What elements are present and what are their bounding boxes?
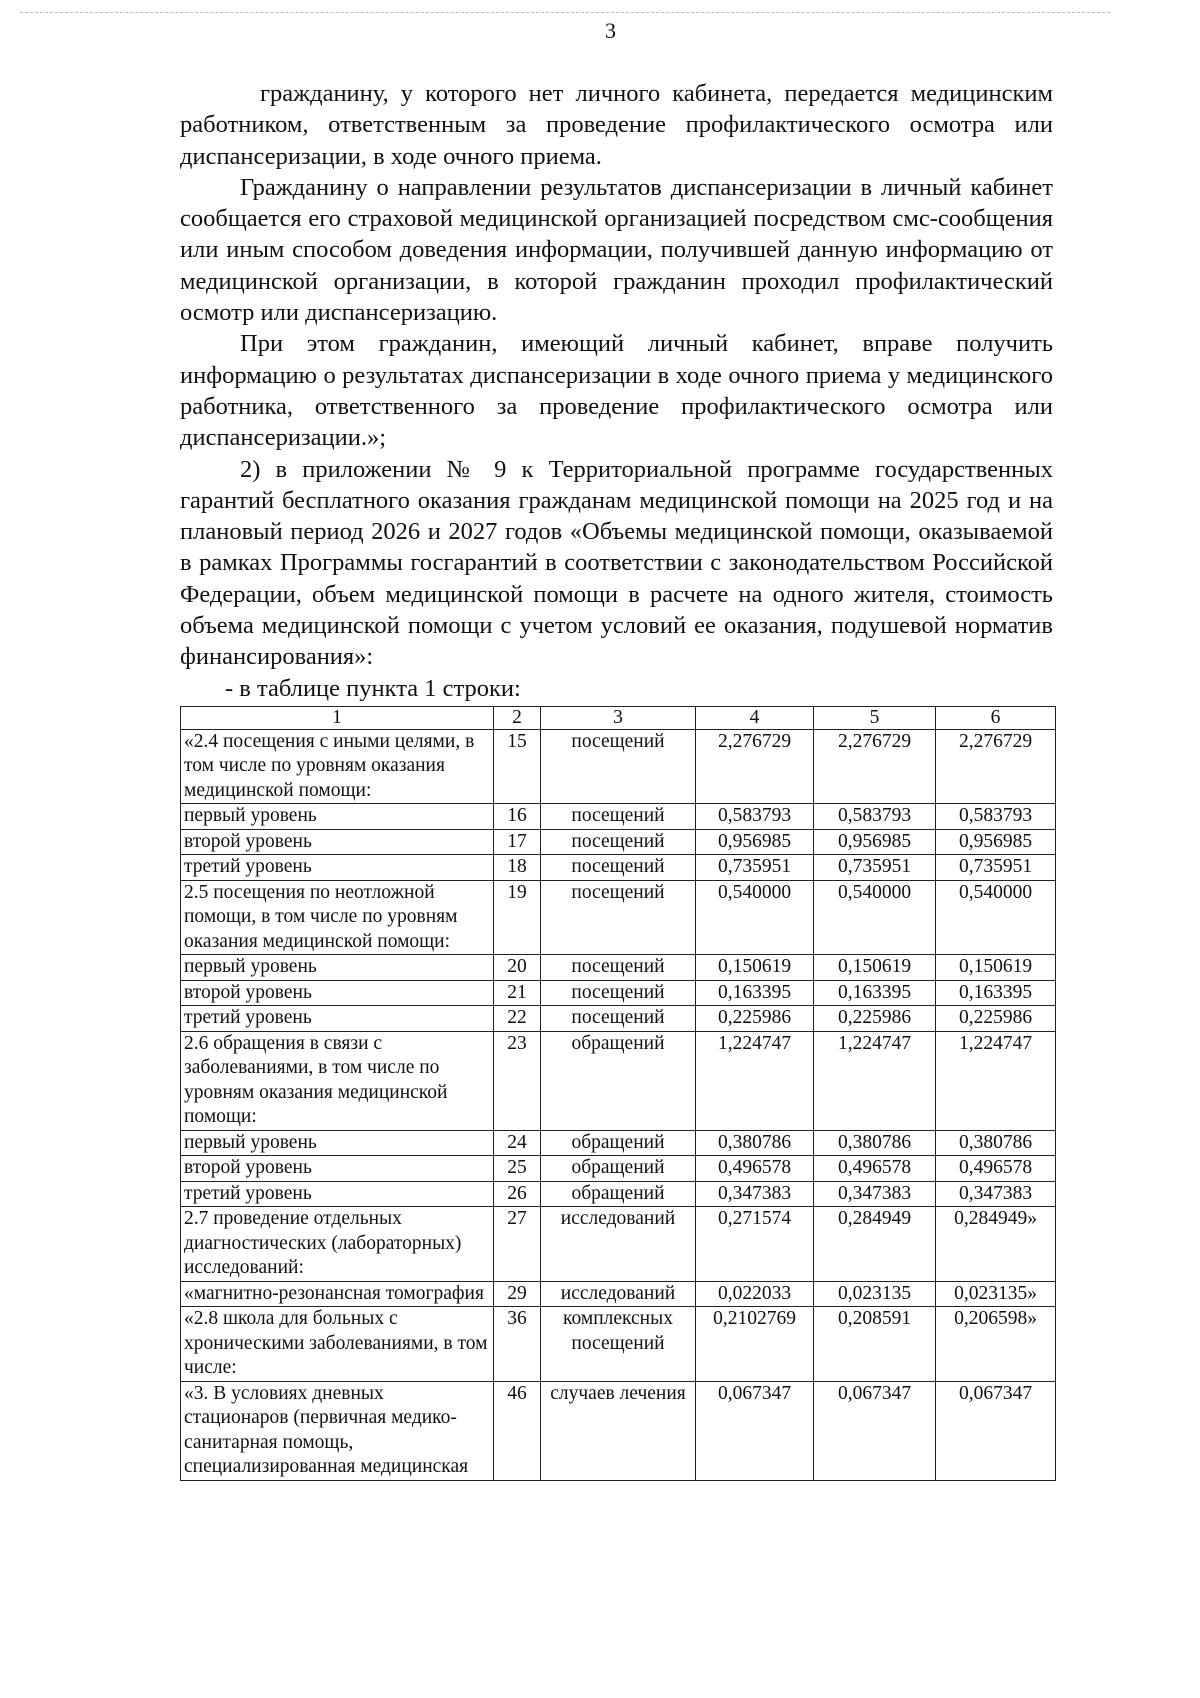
row-number-cell: 19 <box>494 880 541 955</box>
row-number-cell: 23 <box>494 1031 541 1130</box>
unit-cell: посещений <box>541 855 696 881</box>
table-row <box>181 1006 1056 1032</box>
table-row <box>181 980 1056 1006</box>
scan-edge-line <box>20 12 1110 13</box>
value-2025-cell: 0,380786 <box>696 1130 814 1156</box>
table-row <box>181 829 1056 855</box>
header-cell: 4 <box>696 706 814 729</box>
value-2026-cell: 0,208591 <box>814 1307 936 1382</box>
value-2026-cell: 0,163395 <box>814 980 936 1006</box>
indicator-cell: «2.8 школа для больных с хроническими заболеваниями, в том числе: <box>181 1307 494 1382</box>
value-2025-cell: 0,347383 <box>696 1181 814 1207</box>
value-2027-cell: 0,380786 <box>936 1130 1056 1156</box>
value-2027-cell: 0,540000 <box>936 880 1056 955</box>
unit-cell: посещений <box>541 955 696 981</box>
header-cell: 5 <box>814 706 936 729</box>
row-number-cell: 25 <box>494 1156 541 1182</box>
paragraph: 2) в приложении № 9 к Территориальной программе государственных гарантий бесплатного оказания гражданам медицинской помощи на 2025 год и на плановый период 2026 и 2027 годов «Объемы медицинской помощи, оказываемой в рамках Программы госгарантий в соответствии с законодательством Российской Федерации, объем медицинской помощи в расчете на одного жителя, стоимость объема медицинской помощи с учетом условий ее оказания, подушевой норматив финансирования»: <box>180 455 1053 671</box>
indicator-cell: 2.6 обращения в связи с заболеваниями, в том числе по уровням оказания медицинской помощи: <box>181 1031 494 1130</box>
value-2027-cell: 0,150619 <box>936 955 1056 981</box>
value-2027-cell: 0,735951 <box>936 855 1056 881</box>
value-2026-cell: 0,150619 <box>814 955 936 981</box>
page-content <box>180 78 1055 1481</box>
table-row <box>181 880 1056 955</box>
table-row <box>181 804 1056 830</box>
unit-cell: посещений <box>541 1006 696 1032</box>
indicator-cell: первый уровень <box>181 1130 494 1156</box>
indicator-cell: третий уровень <box>181 855 494 881</box>
page-number: 3 <box>605 18 616 43</box>
row-number-cell: 29 <box>494 1281 541 1307</box>
value-2026-cell: 0,540000 <box>814 880 936 955</box>
paragraph: гражданину, у которого нет личного кабинета, передается медицинским работником, ответственным за проведение профилактического осмотра или диспансеризации, в ходе очного приема. <box>180 80 1053 170</box>
unit-cell: посещений <box>541 729 696 804</box>
indicator-cell: «2.4 посещения с иными целями, в том числе по уровням оказания медицинской помощи: <box>181 729 494 804</box>
value-2026-cell: 0,496578 <box>814 1156 936 1182</box>
value-2026-cell: 2,276729 <box>814 729 936 804</box>
value-2027-cell: 0,496578 <box>936 1156 1056 1182</box>
indicator-cell: второй уровень <box>181 1156 494 1182</box>
row-number-cell: 27 <box>494 1207 541 1282</box>
value-2025-cell: 2,276729 <box>696 729 814 804</box>
value-2026-cell: 1,224747 <box>814 1031 936 1130</box>
unit-cell: посещений <box>541 880 696 955</box>
table-row <box>181 1130 1056 1156</box>
table-row <box>181 1156 1056 1182</box>
unit-cell: посещений <box>541 804 696 830</box>
value-2025-cell: 0,496578 <box>696 1156 814 1182</box>
row-number-cell: 26 <box>494 1181 541 1207</box>
indicator-cell: второй уровень <box>181 829 494 855</box>
volumes-table <box>180 706 1056 1481</box>
value-2025-cell: 0,067347 <box>696 1381 814 1480</box>
value-2025-cell: 1,224747 <box>696 1031 814 1130</box>
value-2026-cell: 0,225986 <box>814 1006 936 1032</box>
value-2026-cell: 0,583793 <box>814 804 936 830</box>
indicator-cell: 2.7 проведение отдельных диагностических (лабораторных) исследований: <box>181 1207 494 1282</box>
indicator-cell: третий уровень <box>181 1006 494 1032</box>
unit-cell: обращений <box>541 1130 696 1156</box>
document-body <box>180 78 1053 704</box>
row-number-cell: 16 <box>494 804 541 830</box>
value-2027-cell: 0,163395 <box>936 980 1056 1006</box>
value-2025-cell: 0,583793 <box>696 804 814 830</box>
value-2025-cell: 0,022033 <box>696 1281 814 1307</box>
indicator-cell: второй уровень <box>181 980 494 1006</box>
row-number-cell: 17 <box>494 829 541 855</box>
value-2027-cell: 0,284949» <box>936 1207 1056 1282</box>
row-number-cell: 24 <box>494 1130 541 1156</box>
value-2027-cell: 0,206598» <box>936 1307 1056 1382</box>
table-row <box>181 1181 1056 1207</box>
indicator-cell: первый уровень <box>181 955 494 981</box>
table-row <box>181 1281 1056 1307</box>
paragraph: При этом гражданин, имеющий личный кабинет, вправе получить информацию о результатах диспансеризации в ходе очного приема у медицинского работника, ответственного за проведение профилактического осмотра или диспансеризации.»; <box>180 330 1053 452</box>
row-number-cell: 22 <box>494 1006 541 1032</box>
value-2027-cell: 0,956985 <box>936 829 1056 855</box>
indicator-cell: третий уровень <box>181 1181 494 1207</box>
table-row <box>181 1307 1056 1382</box>
header-cell: 1 <box>181 706 494 729</box>
value-2026-cell: 0,284949 <box>814 1207 936 1282</box>
header-cell: 2 <box>494 706 541 729</box>
value-2026-cell: 0,023135 <box>814 1281 936 1307</box>
unit-cell: исследований <box>541 1281 696 1307</box>
unit-cell: обращений <box>541 1181 696 1207</box>
paragraph: Гражданину о направлении результатов диспансеризации в личный кабинет сообщается его страховой медицинской организацией посредством смс-сообщения или иным способом доведения информации, получившей данную информацию от медицинской организации, в которой гражданин проходил профилактический осмотр или диспансеризацию. <box>180 173 1053 327</box>
unit-cell: обращений <box>541 1156 696 1182</box>
value-2027-cell: 2,276729 <box>936 729 1056 804</box>
value-2027-cell: 1,224747 <box>936 1031 1056 1130</box>
value-2025-cell: 0,540000 <box>696 880 814 955</box>
table-row <box>181 729 1056 804</box>
row-number-cell: 46 <box>494 1381 541 1480</box>
value-2025-cell: 0,225986 <box>696 1006 814 1032</box>
value-2027-cell: 0,347383 <box>936 1181 1056 1207</box>
value-2026-cell: 0,347383 <box>814 1181 936 1207</box>
value-2027-cell: 0,225986 <box>936 1006 1056 1032</box>
indicator-cell: 2.5 посещения по неотложной помощи, в том числе по уровням оказания медицинской помощи: <box>181 880 494 955</box>
value-2026-cell: 0,067347 <box>814 1381 936 1480</box>
value-2025-cell: 0,150619 <box>696 955 814 981</box>
unit-cell: обращений <box>541 1031 696 1130</box>
value-2025-cell: 0,2102769 <box>696 1307 814 1382</box>
unit-cell: посещений <box>541 829 696 855</box>
value-2025-cell: 0,956985 <box>696 829 814 855</box>
unit-cell: случаев лечения <box>541 1381 696 1480</box>
value-2025-cell: 0,163395 <box>696 980 814 1006</box>
indicator-cell: первый уровень <box>181 804 494 830</box>
indicator-cell: «3. В условиях дневных стационаров (первичная медико-санитарная помощь, специализированная медицинская <box>181 1381 494 1480</box>
table-header-row <box>181 706 1056 729</box>
value-2027-cell: 0,023135» <box>936 1281 1056 1307</box>
header-cell: 6 <box>936 706 1056 729</box>
row-number-cell: 20 <box>494 955 541 981</box>
value-2027-cell: 0,583793 <box>936 804 1056 830</box>
indicator-cell: «магнитно-резонансная томография <box>181 1281 494 1307</box>
table-row <box>181 855 1056 881</box>
table-row <box>181 955 1056 981</box>
row-number-cell: 36 <box>494 1307 541 1382</box>
header-cell: 3 <box>541 706 696 729</box>
paragraph: - в таблице пункта 1 строки: <box>225 674 521 702</box>
value-2025-cell: 0,735951 <box>696 855 814 881</box>
value-2025-cell: 0,271574 <box>696 1207 814 1282</box>
table-row <box>181 1381 1056 1480</box>
row-number-cell: 18 <box>494 855 541 881</box>
row-number-cell: 21 <box>494 980 541 1006</box>
unit-cell: исследований <box>541 1207 696 1282</box>
unit-cell: посещений <box>541 980 696 1006</box>
value-2026-cell: 0,956985 <box>814 829 936 855</box>
table-row <box>181 1031 1056 1130</box>
row-number-cell: 15 <box>494 729 541 804</box>
table-row <box>181 1207 1056 1282</box>
value-2026-cell: 0,735951 <box>814 855 936 881</box>
value-2026-cell: 0,380786 <box>814 1130 936 1156</box>
value-2027-cell: 0,067347 <box>936 1381 1056 1480</box>
unit-cell: комплексных посещений <box>541 1307 696 1382</box>
